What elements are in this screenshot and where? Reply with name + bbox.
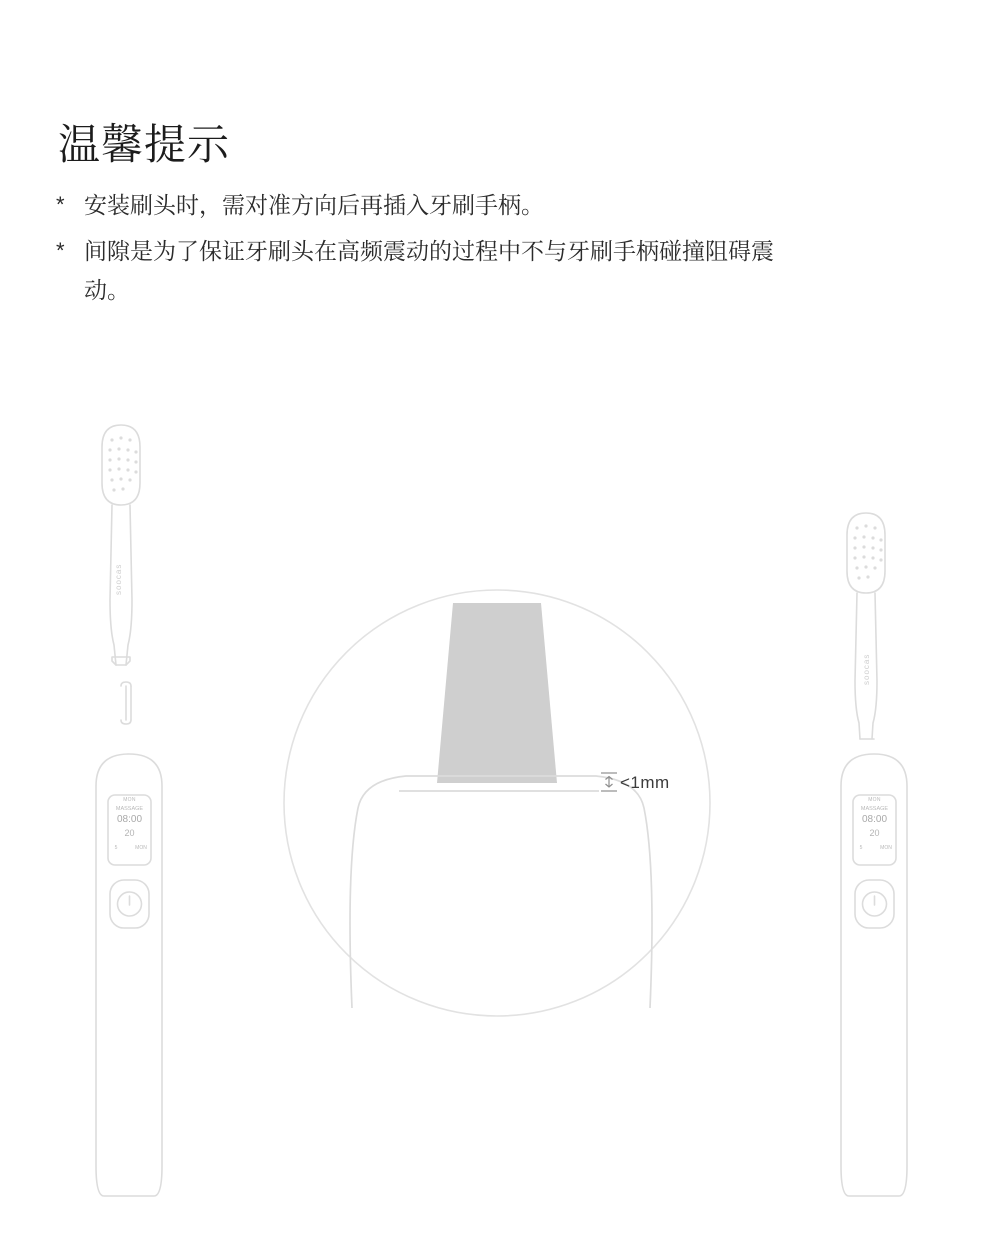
dimension-label: <1mm	[620, 773, 670, 792]
left-screen-mode: MASSAGE	[115, 806, 144, 812]
detail-magnifier	[284, 590, 710, 1016]
dimension-arrows	[601, 773, 617, 791]
left-screen-day: MON	[135, 845, 147, 851]
list-item	[56, 186, 816, 226]
note-text: 安装刷头时，需对准方向后再插入牙刷手柄。	[84, 192, 544, 218]
magnified-handle-top	[350, 776, 652, 1008]
left-screen-time: 08:00	[116, 814, 143, 825]
brand-logo-right: soocas	[862, 653, 871, 685]
bullet-marker: *	[56, 237, 65, 263]
list-item	[56, 232, 816, 311]
note-text: 间隙是为了保证牙刷头在高频震动的过程中不与牙刷手柄碰撞阻碍震动。	[84, 237, 774, 304]
right-screen-mode: MASSAGE	[860, 806, 889, 812]
magnified-brush-stem	[437, 603, 557, 783]
left-bristles	[108, 436, 137, 491]
right-screen-icons-row: MON	[868, 797, 881, 803]
brand-logo-left: soocas	[114, 563, 123, 595]
left-screen-duration: 20	[124, 828, 135, 838]
page-title: 温馨提示	[58, 121, 231, 169]
left-screen-battery: 5	[114, 845, 118, 851]
right-screen-time: 08:00	[861, 814, 888, 825]
right-screen-battery: 5	[859, 845, 863, 851]
left-handle-body	[96, 754, 162, 1196]
right-screen-duration: 20	[869, 828, 880, 838]
right-toothbrush	[841, 513, 907, 1196]
right-bristles	[853, 524, 882, 579]
bullet-marker: *	[56, 192, 65, 217]
right-screen-day: MON	[880, 845, 892, 851]
left-screen-icons-row: MON	[123, 797, 136, 803]
left-brush-head	[102, 425, 140, 724]
notes-list	[56, 186, 816, 317]
